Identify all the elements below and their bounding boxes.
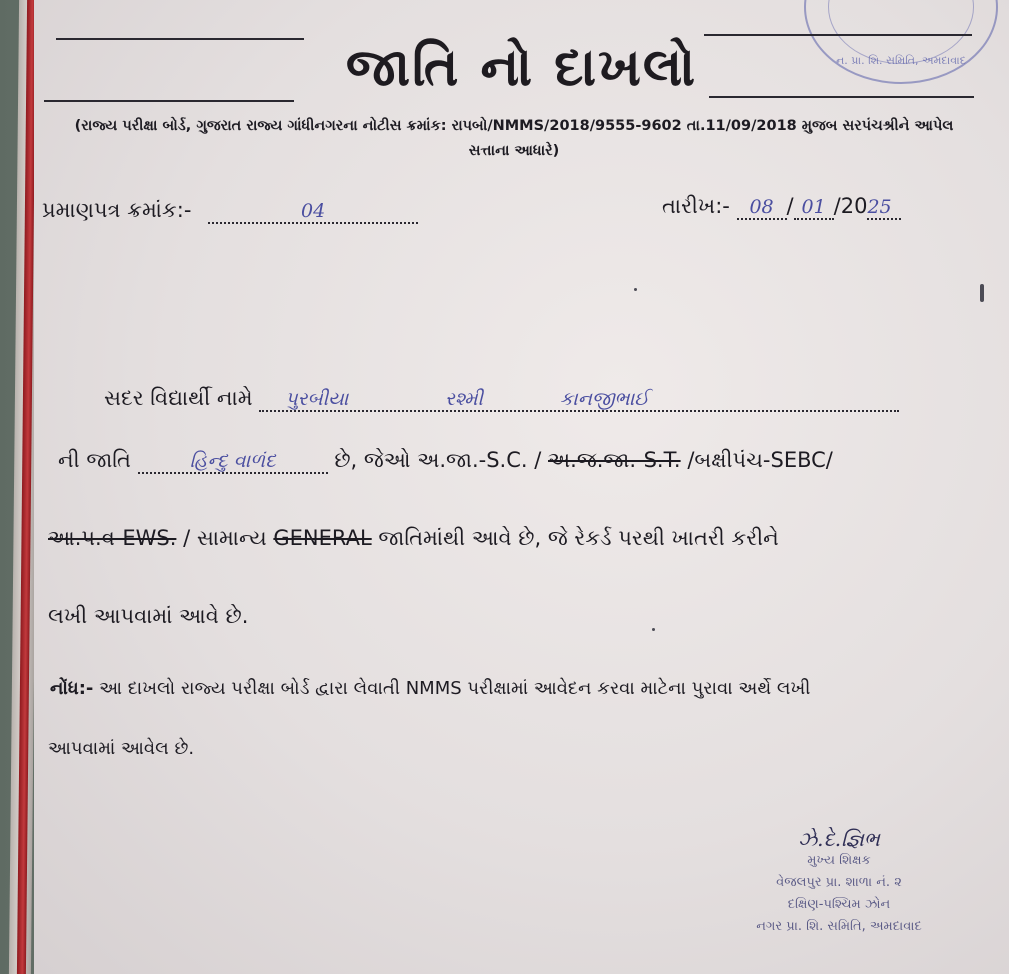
note-text-1: આ દાખલો રાજ્ય પરીક્ષા બોર્ડ દ્વારા લેવાતી NMMS પરીક્ષામાં આવેદન કરવા માટેના પુરાવા અર્થે લખી	[99, 678, 811, 699]
signature-designation: મુખ્ય શિક્ષક	[807, 853, 871, 868]
title-rule-right-top	[704, 34, 972, 36]
category-ews: આ.પ.વ-EWS.	[48, 526, 177, 550]
note-label: નોંધ:-	[50, 678, 94, 699]
student-middle-name: રશ્મી	[445, 388, 483, 410]
caste-middle-text: છે, જેઓ	[334, 448, 411, 472]
date-day-field	[737, 194, 787, 220]
date-year-field	[867, 194, 901, 220]
category-general: GENERAL	[273, 526, 372, 550]
certificate-number-value: 04	[301, 200, 326, 222]
date-label: તારીખ:-	[662, 194, 730, 218]
signature-zone: દક્ષિણ-પશ્ચિમ ઝોન	[787, 897, 891, 912]
note-row-2: આપવામાં આવેલ છે.	[48, 738, 195, 759]
student-first-name: પુરબીયા	[285, 388, 349, 410]
certificate-number-field	[208, 198, 418, 224]
date-row: તારીખ:- 08 / 01 /2025	[662, 194, 901, 220]
student-name-field	[259, 386, 899, 412]
note-row-1	[50, 678, 810, 699]
certificate-title: જાતિ નો દાખલો	[345, 38, 698, 98]
signature-org: નગર પ્રા. શિ. સમિતિ, અમદાવાદ	[756, 919, 922, 934]
paper-mark	[980, 284, 984, 302]
caste-value: હિન્દુ વાળંદ	[189, 450, 276, 472]
date-year-suffix: 25	[867, 196, 892, 218]
category-general-prefix: / સામાન્ય	[183, 526, 267, 550]
date-day-value: 08	[749, 196, 774, 218]
signature-block	[714, 828, 964, 938]
paper-speck	[634, 288, 637, 291]
category-row-2	[48, 526, 779, 551]
caste-field	[138, 448, 328, 474]
paper-speck	[652, 628, 655, 631]
date-month-value: 01	[801, 196, 826, 218]
signature-school: વેજલપુર પ્રા. શાળા નં. ૨	[776, 875, 902, 890]
student-last-name: કાનજીભાઈ	[559, 388, 649, 410]
certificate-number-label: પ્રમાણપત્ર ક્રમાંક:-	[42, 198, 192, 222]
certificate-number-row	[42, 198, 418, 224]
date-year-prefix: 20	[840, 194, 868, 218]
issuing-notice: (રાજ્ય પરીક્ષા બોર્ડ, ગુજરાત રાજ્ય ગાંધીનગરના નોટીસ ક્રમાંક: રાપબો/NMMS/2018/9555-9602 તા.11/09/2018 મુજબ સરપંચશ્રીને આપેલ સત્તાના આધારે)	[74, 118, 954, 159]
signature: ઝે.દે.જ્ઞિભ	[798, 827, 880, 851]
caste-row	[58, 448, 833, 474]
student-name-row	[104, 386, 899, 412]
student-name-label: સદર વિદ્યાર્થી નામે	[104, 386, 253, 410]
category-sc: અ.જા.-S.C. /	[417, 448, 542, 472]
stamp-text: ન. પ્રા. શિ. સમિતિ, અમદાવાદ	[836, 54, 966, 67]
title-rule-left-bottom	[44, 100, 294, 102]
caste-label: ની જાતિ	[58, 448, 131, 472]
certification-line: લખી આપવામાં આવે છે.	[48, 604, 249, 628]
category-row-2-suffix: જાતિમાંથી આવે છે, જે રેકર્ડ પરથી ખાતરી કરીને	[378, 526, 779, 550]
certificate-paper	[34, 0, 1009, 974]
date-month-field	[794, 194, 834, 220]
category-sebc: /બક્ષીપંચ-SEBC/	[687, 448, 833, 472]
category-st: અ.જ.જા.-S.T.	[548, 448, 681, 472]
